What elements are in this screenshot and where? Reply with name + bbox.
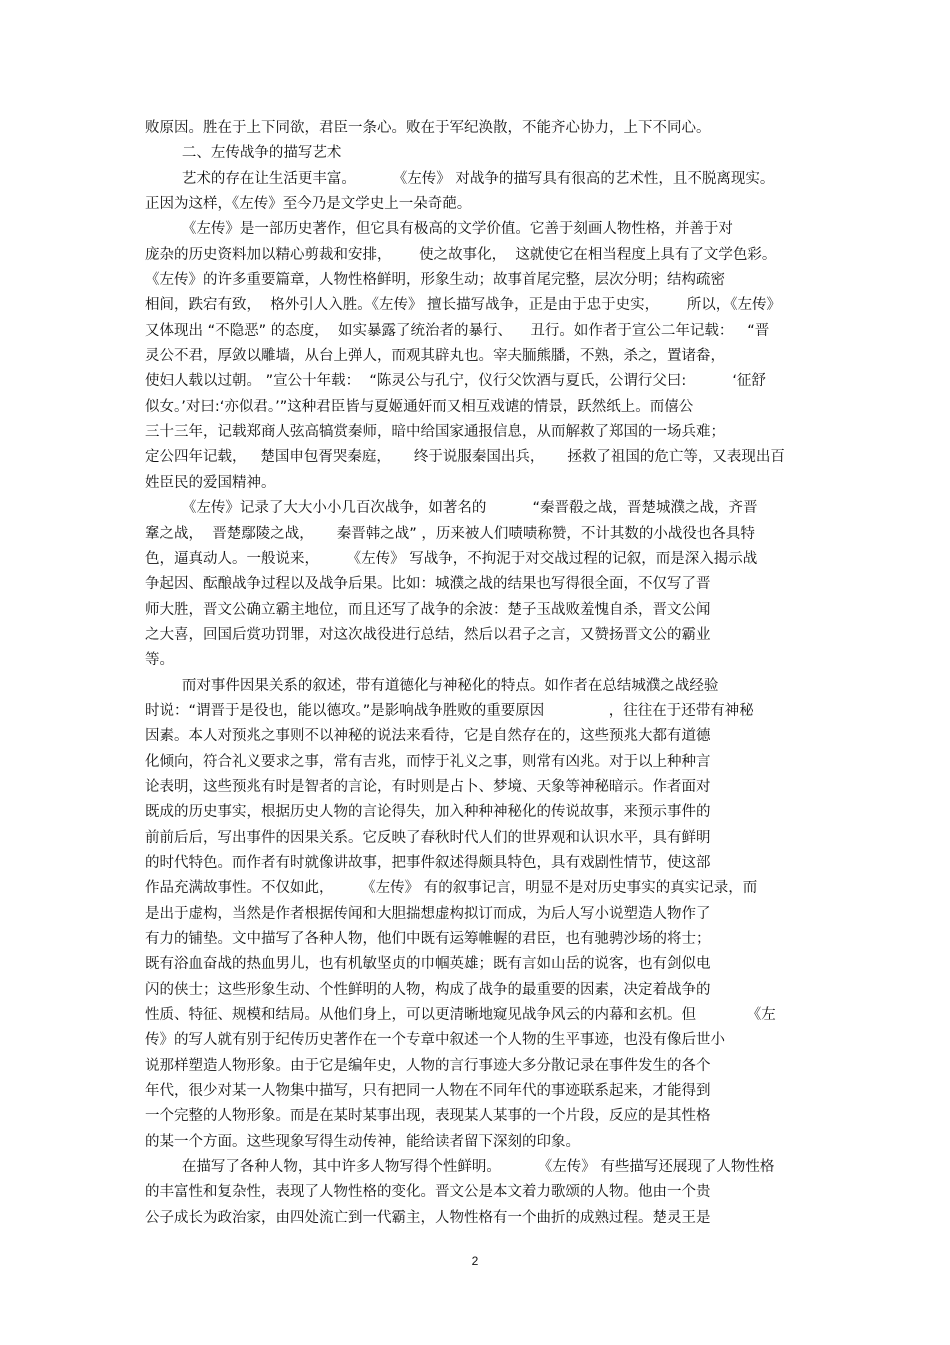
text-line: 前前后后，写出事件的因果关系。它反映了春秋时代人们的世界观和认识水平，具有鲜明 — [145, 829, 711, 846]
text-line: 色，逼真动人。一般说来， 《左传》 写战争，不拘泥于对交战过程的记叙，而是深入揭示战 — [145, 550, 758, 567]
text-line: 论表明，这些预兆有时是智者的言论，有时则是占卜、梦境、天象等神秘暗示。作者面对 — [145, 778, 711, 795]
text-line: 说那样塑造人物形象。由于它是编年史，人物的言行事迹大多分散记录在事件发生的各个 — [145, 1057, 711, 1074]
text-line: 《左传》的许多重要篇章，人物性格鲜明，形象生动；故事首尾完整，层次分明；结构疏密 — [145, 272, 725, 289]
text-line: 既有浴血奋战的热血男儿，也有机敏坚贞的巾帼英雄；既有言如山岳的说客，也有剑似电 — [145, 956, 711, 973]
text-line: 《左传》记录了大大小小几百次战争，如著名的 “秦晋殽之战，晋楚城濮之战，齐晋 — [145, 500, 758, 517]
text-line: 争起因、酝酿战争过程以及战争后果。比如：城濮之战的结果也写得很全面，不仅写了晋 — [145, 576, 711, 593]
text-line: 又体现出 “不隐恶” 的态度， 如实暴露了统治者的暴行、 丑行。如作者于宣公二年记载： “晋 — [145, 322, 770, 339]
text-line: 相间，跌宕有致， 格外引人入胜。《左传》 擅长描写战争，正是由于忠于史实， 所以，《左传》 — [145, 297, 781, 314]
text-line: 化倾向，符合礼义要求之事，常有吉兆，而悖于礼义之事，则常有凶兆。对于以上种种言 — [145, 753, 711, 770]
text-line: 年代，很少对某一人物集中描写，只有把同一人物在不同年代的事迹联系起来，才能得到 — [145, 1083, 711, 1100]
text-line: 因素。本人对预兆之事则不以神秘的说法来看待，它是自然存在的，这些预兆大都有道德 — [145, 728, 711, 745]
body-text — [145, 116, 825, 1231]
text-line: 灵公不君，厚敛以雕墙，从台上弹人，而观其辟丸也。宰夫胹熊膰，不熟，杀之，置诸畚， — [145, 348, 725, 365]
text-line: 公子成长为政治家，由四处流亡到一代霸主，人物性格有一个曲折的成熟过程。楚灵王是 — [145, 1209, 711, 1226]
text-line: 闪的侠士；这些形象生动、个性鲜明的人物，构成了战争的最重要的因素，决定着战争的 — [145, 981, 711, 998]
text-line: 似女。’对曰:‘亦似君。’”这种君臣皆与夏姬通奸而又相互戏谑的情景，跃然纸上。而僖公 — [145, 398, 694, 415]
text-line: 在描写了各种人物，其中许多人物写得个性鲜明。 《左传》 有些描写还展现了人物性格 — [145, 1159, 775, 1176]
page-number: 2 — [471, 1254, 479, 1268]
text-line: 等。 — [145, 652, 174, 669]
text-line: 《左传》是一部历史著作，但它具有极高的文学价值。它善于刻画人物性格，并善于对 — [145, 221, 733, 238]
text-line: 姓臣民的爱国精神。 — [145, 474, 276, 491]
text-line: 定公四年记载， 楚国申包胥哭秦庭， 终于说服秦国出兵， 拯救了祖国的危亡等，又表现出百 — [145, 449, 785, 466]
text-line: 三十三年，记载郑商人弦高犒赏秦师，暗中给国家通报信息，从而解救了郑国的一场兵难； — [145, 424, 725, 441]
text-line: 庞杂的历史资料加以精心剪裁和安排， 使之故事化， 这就使它在相当程度上具有了文学色彩。 — [145, 246, 777, 263]
text-line: 之大喜，回国后赏功罚罪，对这次战役进行总结，然后以君子之言，又赞扬晋文公的霸业 — [145, 626, 711, 643]
text-line: 正因为这样，《左传》至今乃是文学史上一朵奇葩。 — [145, 196, 472, 213]
text-line: 有力的铺垫。文中描写了各种人物，他们中既有运筹帷幄的君臣，也有驰骋沙场的将士； — [145, 931, 711, 947]
text-line: 鞌之战， 晋楚鄢陵之战， 秦晋韩之战” ，历来被人们啧啧称赞，不计其数的小战役也各具特 — [145, 525, 755, 542]
text-line: 既成的历史事实，根据历史人物的言论得失，加入种种神秘化的传说故事，来预示事件的 — [145, 804, 711, 821]
text-line: 而对事件因果关系的叙述，带有道德化与神秘化的特点。如作者在总结城濮之战经验 — [145, 677, 719, 694]
text-line: 性质、特征、规模和结局。从他们身上，可以更清晰地窥见战争风云的内幕和玄机。但 《左 — [145, 1007, 776, 1024]
text-line: 使妇人载以过朝。 ”宣公十年载： “陈灵公与孔宁，仪行父饮酒与夏氏，公谓行父曰: ‘征舒 — [145, 373, 766, 390]
text-line: 一个完整的人物形象。而是在某时某事出现，表现某人某事的一个片段，反应的是其性格 — [145, 1108, 711, 1125]
text-line: 是出于虚构，当然是作者根据传闻和大胆揣想虚构拟订而成，为后人写小说塑造人物作了 — [145, 905, 711, 922]
text-line: 的丰富性和复杂性，表现了人物性格的变化。晋文公是本文着力歌颂的人物。他由一个贵 — [145, 1184, 711, 1201]
text-line: 二、左传战争的描写艺术 — [145, 145, 342, 162]
text-line: 时说：“谓晋于是役也，能以德攻。”是影响战争胜败的重要原因 ，往往在于还带有神秘 — [145, 702, 754, 719]
text-line: 败原因。胜在于上下同欲，君臣一条心。败在于军纪涣散，不能齐心协力，上下不同心。 — [145, 120, 711, 136]
text-line: 艺术的存在让生活更丰富。 《左传》 对战争的描写具有很高的艺术性，且不脱离现实。 — [145, 170, 775, 187]
text-line: 的时代特色。而作者有时就像讲故事，把事件叙述得颇具特色，具有戏剧性情节，使这部 — [145, 854, 711, 871]
text-line: 作品充满故事性。不仅如此， 《左传》 有的叙事记言，明显不是对历史事实的真实记录，而 — [145, 880, 758, 897]
text-line: 传》的写人就有别于纪传历史著作在一个专章中叙述一个人物的生平事迹，也没有像后世小 — [145, 1032, 725, 1049]
text-line: 师大胜，晋文公确立霸主地位，而且还写了战争的余波：楚子玉战败羞愧自杀，晋文公闻 — [145, 601, 711, 618]
text-line: 的某一个方面。这些现象写得生动传神，能给读者留下深刻的印象。 — [145, 1133, 580, 1150]
